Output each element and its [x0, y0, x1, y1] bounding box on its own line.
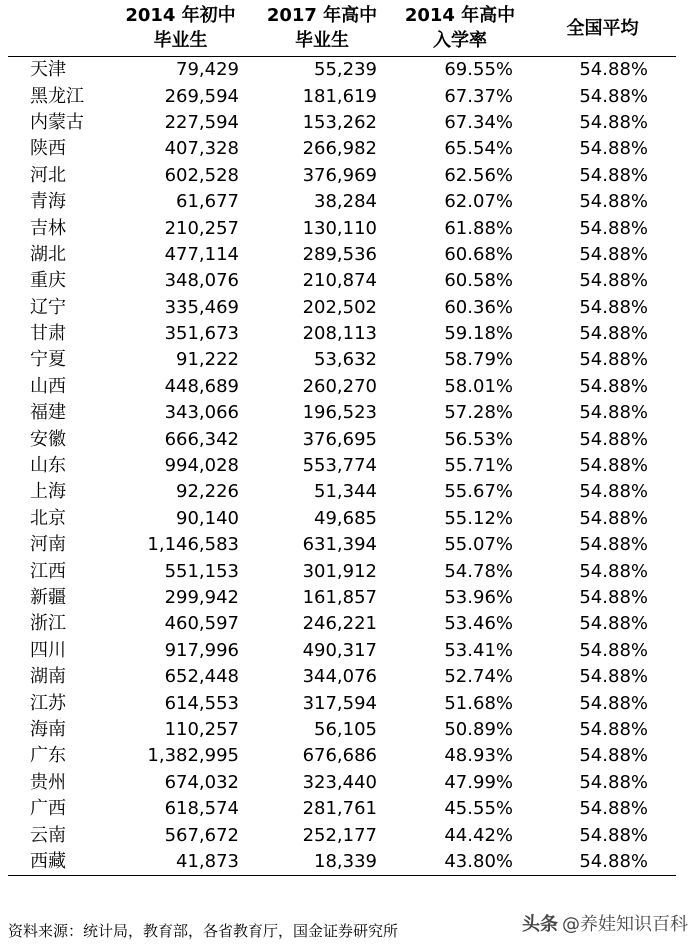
enrollment-rate-cell: 61.88% [444, 217, 513, 239]
table-row [8, 136, 676, 162]
national-average-cell: 54.88% [579, 639, 648, 661]
junior-graduates-cell: 674,032 [164, 771, 239, 793]
junior-graduates-cell: 91,222 [176, 349, 239, 371]
junior-graduates-cell: 348,076 [164, 270, 239, 292]
national-average-cell: 54.88% [579, 111, 648, 133]
national-average-cell: 54.88% [579, 191, 648, 213]
senior-graduates-cell: 289,536 [302, 243, 377, 265]
table-row [8, 532, 676, 558]
junior-graduates-cell: 460,597 [164, 613, 239, 635]
enrollment-rate-cell: 55.71% [444, 455, 513, 477]
junior-graduates-cell: 1,382,995 [147, 745, 239, 767]
table-row [8, 796, 676, 822]
national-average-cell: 54.88% [579, 296, 648, 318]
province-cell: 河南 [30, 534, 66, 556]
table-row [8, 506, 676, 532]
national-average-cell: 54.88% [579, 138, 648, 160]
junior-graduates-cell: 917,996 [164, 639, 239, 661]
junior-graduates-cell: 994,028 [164, 455, 239, 477]
national-average-cell: 54.88% [579, 164, 648, 186]
senior-graduates-cell: 153,262 [302, 111, 377, 133]
national-average-cell: 54.88% [579, 507, 648, 529]
province-cell: 吉林 [30, 217, 66, 239]
enrollment-rate-cell: 60.68% [444, 243, 513, 265]
province-cell: 广东 [30, 745, 66, 767]
enrollment-rate-cell: 55.07% [444, 534, 513, 556]
national-average-cell: 54.88% [579, 692, 648, 714]
junior-graduates-cell: 79,429 [108, 57, 253, 84]
senior-graduates-cell: 301,912 [302, 560, 377, 582]
province-cell: 山东 [30, 455, 66, 477]
enrollment-rate-cell: 60.36% [444, 296, 513, 318]
national-average-cell: 54.88% [579, 270, 648, 292]
header-label-line: 2014 年高中 [404, 5, 516, 26]
enrollment-rate-cell: 43.80% [391, 849, 529, 876]
province-cell: 江西 [30, 560, 66, 582]
province-cell: 安徽 [30, 428, 66, 450]
province-cell: 上海 [30, 481, 66, 503]
national-average-cell: 54.88% [579, 455, 648, 477]
national-average-cell: 54.88% [579, 613, 648, 635]
table-row [8, 321, 676, 347]
table-row [8, 189, 676, 215]
enrollment-rate-cell: 53.46% [444, 613, 513, 635]
province-cell: 江苏 [30, 692, 66, 714]
senior-graduates-cell: 676,686 [302, 745, 377, 767]
national-average-cell: 54.88% [529, 57, 676, 84]
senior-graduates-cell: 161,857 [302, 587, 377, 608]
senior-graduates-cell: 210,874 [302, 270, 377, 292]
junior-graduates-cell: 567,672 [164, 824, 239, 846]
province-cell: 海南 [30, 718, 66, 740]
national-average-cell: 54.88% [579, 375, 648, 397]
table-row [8, 690, 676, 716]
junior-graduates-cell: 61,677 [176, 191, 239, 213]
table-row [8, 426, 676, 452]
enrollment-rate-cell: 58.79% [444, 349, 513, 371]
province-cell: 辽宁 [30, 296, 66, 318]
enrollment-rate-cell: 67.37% [444, 85, 513, 107]
enrollment-rate-cell: 56.53% [444, 428, 513, 450]
junior-graduates-cell: 343,066 [164, 402, 239, 424]
junior-graduates-cell: 269,594 [164, 85, 239, 107]
junior-graduates-cell: 477,114 [164, 243, 239, 265]
national-average-cell: 54.88% [579, 428, 648, 450]
table-row [8, 268, 676, 294]
junior-graduates-cell: 299,942 [164, 587, 239, 608]
national-average-cell: 54.88% [579, 771, 648, 793]
table-row [8, 347, 676, 373]
table-row [8, 611, 676, 637]
national-average-cell: 54.88% [579, 587, 648, 608]
enrollment-rate-cell: 65.54% [444, 138, 513, 160]
header-national-average [529, 0, 676, 57]
junior-graduates-cell: 92,226 [176, 481, 239, 503]
junior-graduates-cell: 602,528 [164, 164, 239, 186]
header-2014-enrollment-rate [391, 0, 529, 57]
senior-graduates-cell: 56,105 [314, 718, 377, 740]
province-cell: 四川 [30, 639, 66, 661]
senior-graduates-cell: 376,969 [302, 164, 377, 186]
table-row [8, 242, 676, 268]
national-average-cell: 54.88% [529, 849, 676, 876]
enrollment-rate-cell: 58.01% [444, 375, 513, 397]
enrollment-rate-cell: 47.99% [444, 771, 513, 793]
national-average-cell: 54.88% [579, 243, 648, 265]
junior-graduates-cell: 210,257 [164, 217, 239, 239]
table-row [8, 664, 676, 690]
header-label-line: 入学率 [433, 30, 487, 51]
province-cell: 河北 [30, 164, 66, 186]
province-cell: 广西 [30, 798, 66, 820]
senior-graduates-cell: 196,523 [302, 402, 377, 424]
junior-graduates-cell: 448,689 [164, 375, 239, 397]
national-average-cell: 54.88% [579, 666, 648, 688]
enrollment-rate-cell: 50.89% [444, 718, 513, 740]
table-row [8, 638, 676, 664]
table-row [8, 374, 676, 400]
national-average-cell: 54.88% [579, 718, 648, 740]
national-average-cell: 54.88% [579, 534, 648, 556]
watermark-logo: 头条 [522, 914, 558, 935]
province-cell: 宁夏 [30, 349, 66, 371]
enrollment-rate-cell: 51.68% [444, 692, 513, 714]
table-row [8, 83, 676, 109]
header-label-line: 2017 年高中 [266, 5, 378, 26]
province-cell: 山西 [30, 375, 66, 397]
national-average-cell: 54.88% [579, 323, 648, 345]
junior-graduates-cell: 90,140 [176, 507, 239, 529]
junior-graduates-cell: 227,594 [164, 111, 239, 133]
junior-graduates-cell: 551,153 [164, 560, 239, 582]
province-cell: 湖北 [30, 243, 66, 265]
senior-graduates-cell: 252,177 [302, 824, 377, 846]
national-average-cell: 54.88% [579, 217, 648, 239]
table-row [8, 558, 676, 584]
province-cell: 黑龙江 [30, 85, 84, 107]
senior-graduates-cell: 130,110 [302, 217, 377, 239]
senior-graduates-cell: 18,339 [253, 849, 391, 876]
enrollment-table [8, 0, 676, 876]
senior-graduates-cell: 55,239 [253, 57, 391, 84]
senior-graduates-cell: 281,761 [302, 798, 377, 820]
table-header [8, 0, 676, 57]
enrollment-rate-cell: 55.67% [444, 481, 513, 503]
table-row [8, 57, 676, 84]
enrollment-rate-cell: 54.78% [444, 560, 513, 582]
national-average-cell: 54.88% [579, 402, 648, 424]
table-row [8, 163, 676, 189]
senior-graduates-cell: 490,317 [302, 639, 377, 661]
table-row [8, 822, 676, 848]
header-2017-senior-graduates [253, 0, 391, 57]
table-row [8, 479, 676, 505]
senior-graduates-cell: 317,594 [302, 692, 377, 714]
junior-graduates-cell: 614,553 [164, 692, 239, 714]
senior-graduates-cell: 53,632 [314, 349, 377, 371]
province-cell: 贵州 [30, 771, 66, 793]
senior-graduates-cell: 260,270 [302, 375, 377, 397]
national-average-cell: 54.88% [579, 745, 648, 767]
table-row [8, 717, 676, 743]
province-cell: 西藏 [8, 849, 108, 876]
province-cell: 天津 [8, 57, 108, 84]
province-cell: 青海 [30, 191, 66, 213]
junior-graduates-cell: 351,673 [164, 323, 239, 345]
header-province [8, 0, 108, 57]
province-cell: 浙江 [30, 613, 66, 635]
enrollment-rate-cell: 52.74% [444, 666, 513, 688]
province-cell: 福建 [30, 402, 66, 424]
junior-graduates-cell: 407,328 [164, 138, 239, 160]
enrollment-rate-cell: 67.34% [444, 111, 513, 133]
enrollment-rate-cell: 44.42% [444, 824, 513, 846]
table-row [8, 585, 676, 611]
senior-graduates-cell: 208,113 [302, 323, 377, 345]
national-average-cell: 54.88% [579, 481, 648, 503]
senior-graduates-cell: 266,982 [302, 138, 377, 160]
junior-graduates-cell: 110,257 [164, 718, 239, 740]
senior-graduates-cell: 376,695 [302, 428, 377, 450]
header-label-line: 全国平均 [566, 17, 639, 39]
senior-graduates-cell: 38,284 [314, 191, 377, 213]
national-average-cell: 54.88% [579, 824, 648, 846]
table-row [8, 400, 676, 426]
senior-graduates-cell: 344,076 [302, 666, 377, 688]
table-row [8, 743, 676, 769]
province-cell: 北京 [30, 507, 66, 529]
enrollment-rate-cell: 53.96% [444, 587, 513, 608]
enrollment-rate-cell: 57.28% [444, 402, 513, 424]
junior-graduates-cell: 618,574 [164, 798, 239, 820]
senior-graduates-cell: 631,394 [302, 534, 377, 556]
national-average-cell: 54.88% [579, 560, 648, 582]
table-row [8, 770, 676, 796]
junior-graduates-cell: 666,342 [164, 428, 239, 450]
enrollment-rate-cell: 48.93% [444, 745, 513, 767]
header-label-line: 2014 年初中 [125, 5, 236, 26]
senior-graduates-cell: 246,221 [302, 613, 377, 635]
footer [8, 914, 688, 944]
senior-graduates-cell: 202,502 [302, 296, 377, 318]
enrollment-rate-cell: 60.58% [444, 270, 513, 292]
table-row [8, 110, 676, 136]
province-cell: 陕西 [30, 138, 66, 160]
enrollment-rate-cell: 62.07% [444, 191, 513, 213]
enrollment-rate-cell: 53.41% [444, 639, 513, 661]
enrollment-rate-cell: 59.18% [444, 323, 513, 345]
province-cell: 云南 [30, 824, 66, 846]
watermark [522, 914, 688, 936]
header-2014-junior-graduates [108, 0, 253, 57]
junior-graduates-cell: 41,873 [108, 849, 253, 876]
senior-graduates-cell: 323,440 [302, 771, 377, 793]
table-body [8, 57, 676, 876]
table-row [8, 849, 676, 876]
junior-graduates-cell: 652,448 [164, 666, 239, 688]
province-cell: 新疆 [30, 587, 66, 608]
junior-graduates-cell: 1,146,583 [147, 534, 239, 556]
watermark-text: @养娃知识百科 [562, 914, 688, 935]
enrollment-rate-cell: 45.55% [444, 798, 513, 820]
header-label-line: 毕业生 [295, 30, 349, 51]
junior-graduates-cell: 335,469 [164, 296, 239, 318]
national-average-cell: 54.88% [579, 349, 648, 371]
table-row [8, 215, 676, 241]
senior-graduates-cell: 181,619 [302, 85, 377, 107]
table-row [8, 453, 676, 479]
source-note: 资料来源：统计局，教育部，各省教育厅，国金证券研究所 [8, 922, 399, 940]
province-cell: 内蒙古 [30, 111, 84, 133]
senior-graduates-cell: 49,685 [314, 507, 377, 529]
enrollment-rate-cell: 69.55% [391, 57, 529, 84]
enrollment-rate-cell: 55.12% [444, 507, 513, 529]
enrollment-rate-cell: 62.56% [444, 164, 513, 186]
table-row [8, 295, 676, 321]
senior-graduates-cell: 51,344 [314, 481, 377, 503]
senior-graduates-cell: 553,774 [302, 455, 377, 477]
province-cell: 重庆 [30, 270, 66, 292]
national-average-cell: 54.88% [579, 85, 648, 107]
province-cell: 湖南 [30, 666, 66, 688]
province-cell: 甘肃 [30, 323, 66, 345]
national-average-cell: 54.88% [579, 798, 648, 820]
header-label-line: 毕业生 [153, 30, 208, 51]
